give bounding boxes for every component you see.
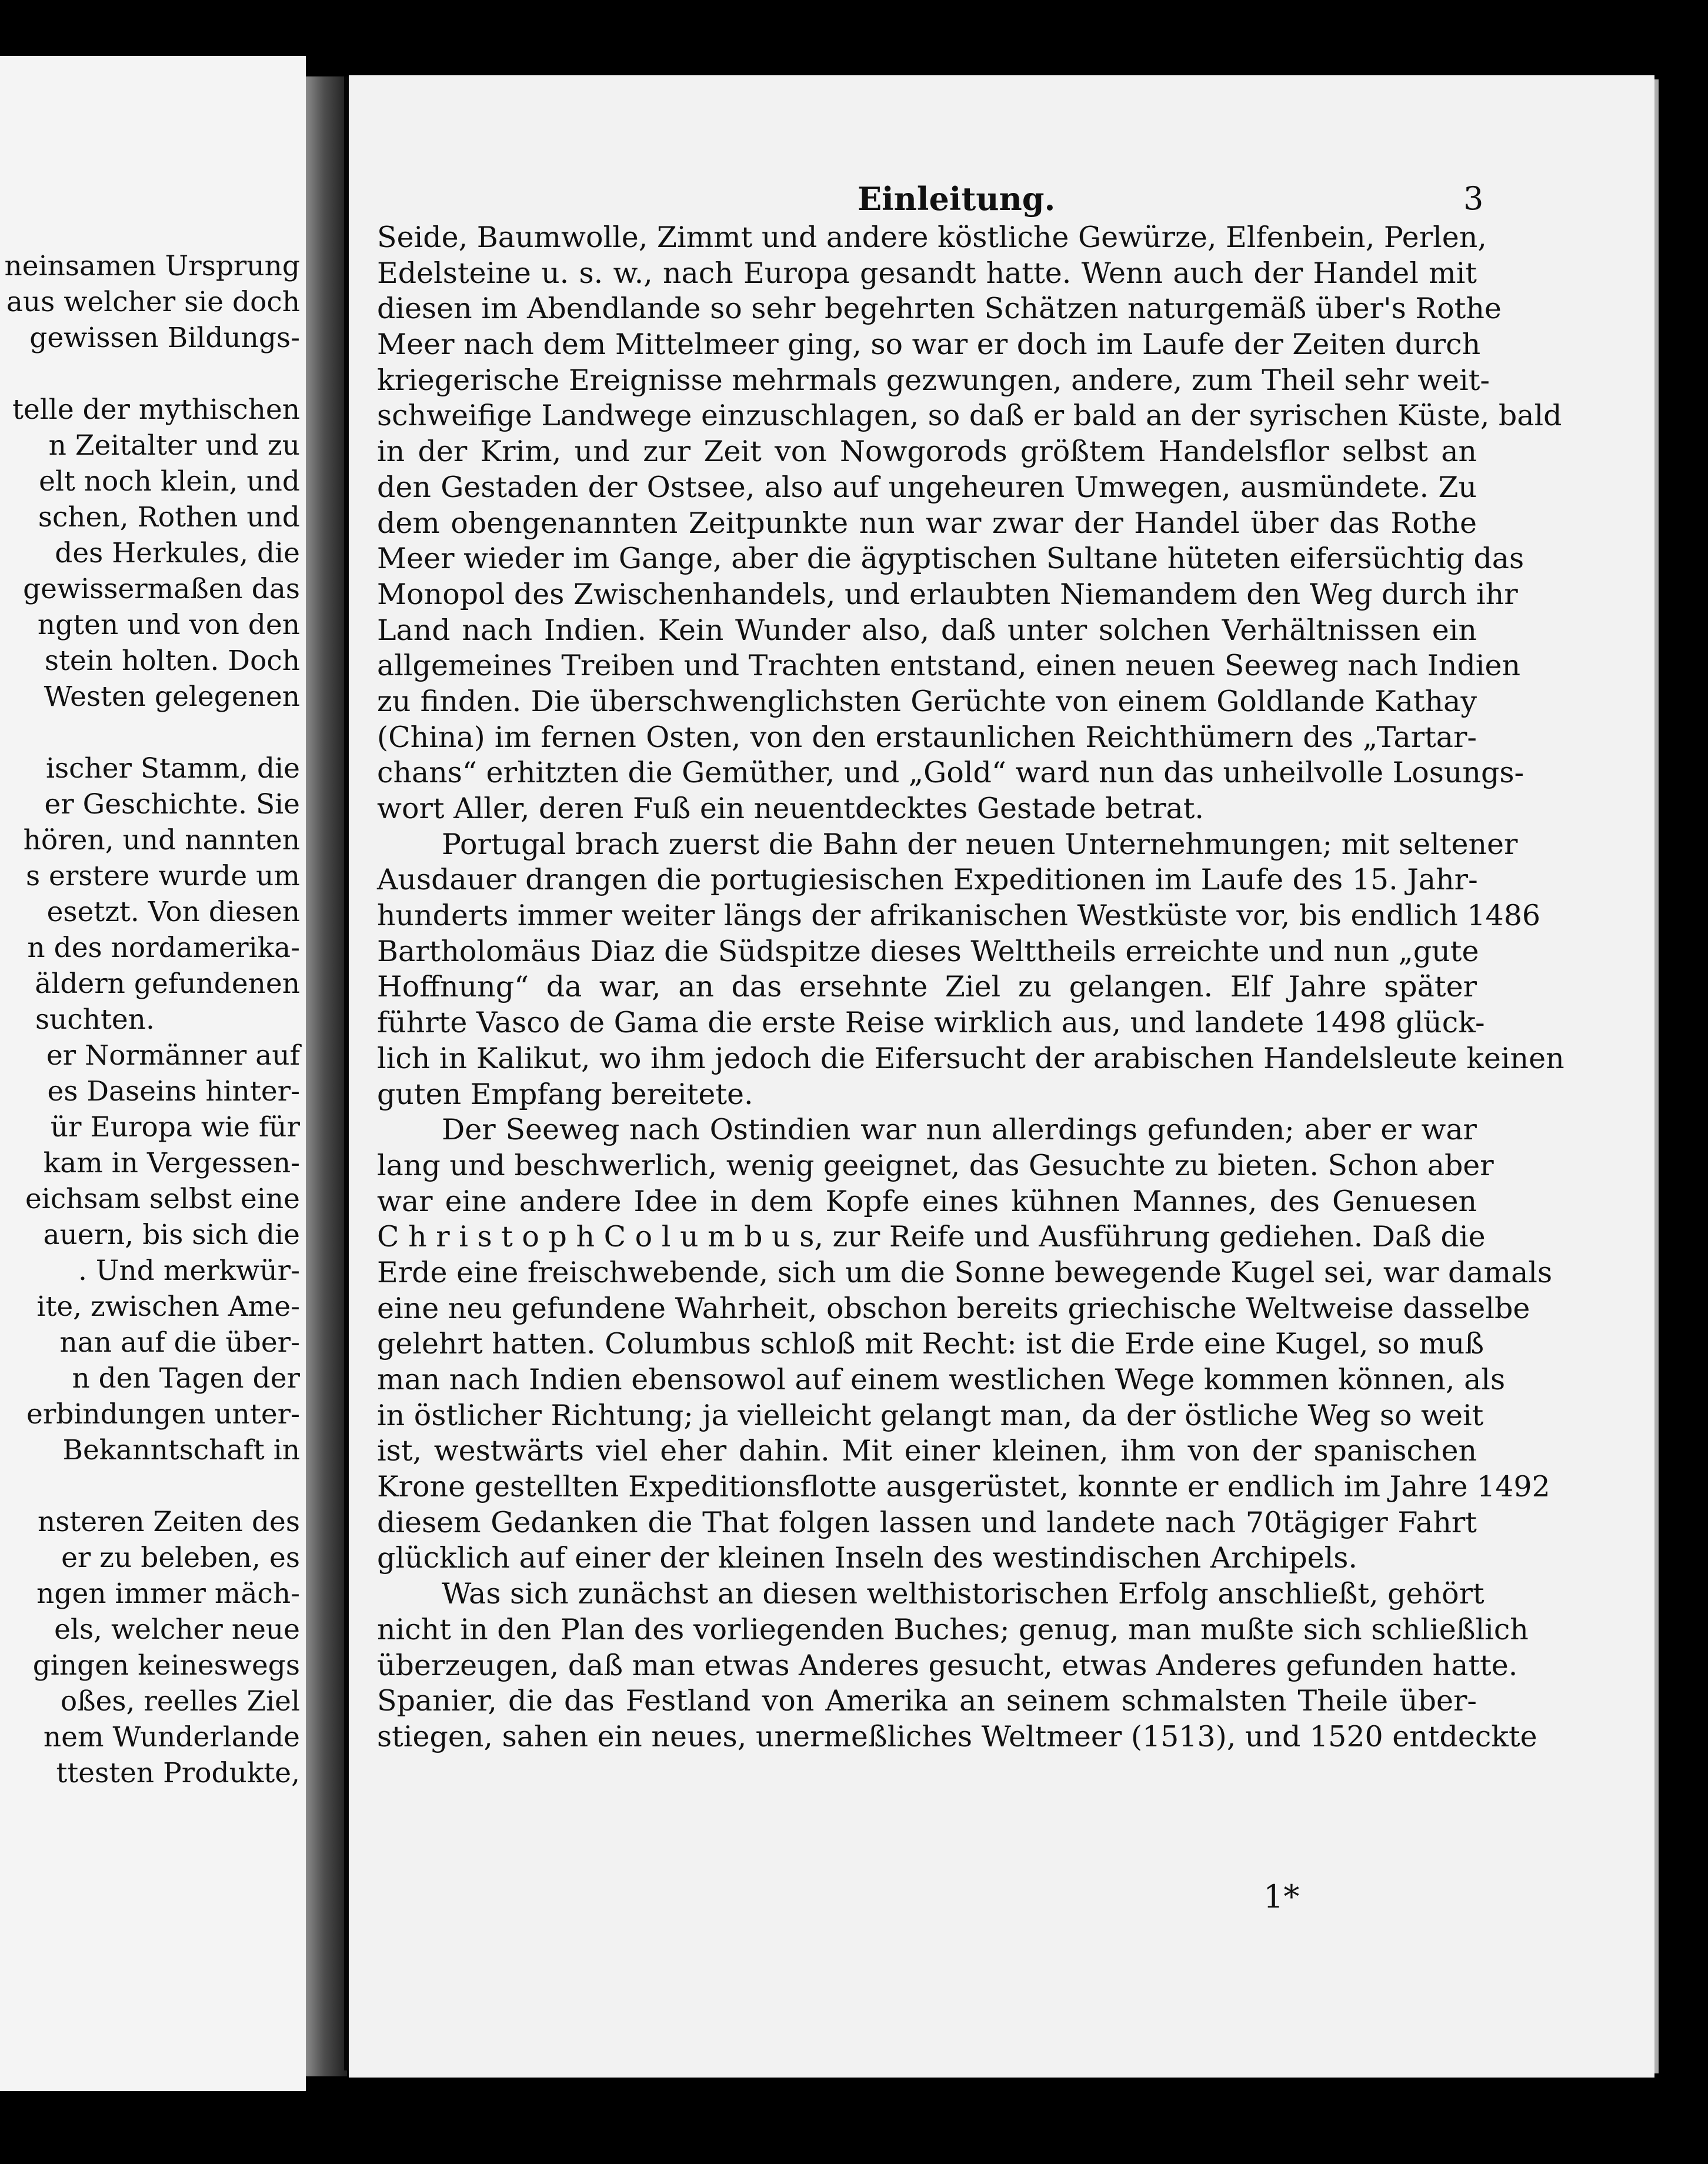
left-line: ite, zwischen Ame- [36,1291,300,1323]
left-line: oßes, reelles Ziel [60,1685,300,1718]
text-line: Meer wieder im Gange, aber die ägyptischen Sultane hüteten eifersüchtig das [377,542,1524,576]
text-line: hunderts immer weiter längs der afrikanischen Westküste vor, bis endlich 1486 [377,899,1541,933]
text-line: Edelsteine u. s. w., nach Europa gesandt hatte. Wenn auch der Handel mit [377,256,1477,290]
text-line: in der Krim, und zur Zeit von Nowgorods größtem Handelsflor selbst an [377,435,1477,469]
left-line: esetzt. Von diesen [46,896,300,928]
left-line: n des nordamerika- [27,932,300,964]
text-line: war eine andere Idee in dem Kopfe eines kühnen Mannes, des Genuesen [377,1184,1477,1218]
text-line: Was sich zunächst an diesen welthistorischen Erfolg anschließt, gehört [442,1577,1485,1611]
text-line: Portugal brach zuerst die Bahn der neuen Unternehmungen; mit seltener [442,827,1518,861]
left-line: suchten. [35,1003,155,1036]
text-line: (China) im fernen Osten, von den erstaunlichen Reichthümern des „Tartar- [377,720,1477,754]
text-line: stiegen, sahen ein neues, unermeßliches Weltmeer (1513), und 1520 entdeckte [377,1719,1537,1753]
left-line: telle der mythischen [12,394,300,426]
text-line: Seide, Baumwolle, Zimmt und andere köstliche Gewürze, Elfenbein, Perlen, [377,221,1487,254]
text-line: Hoffnung“ da war, an das ersehnte Ziel zu gelangen. Elf Jahre später [377,970,1477,1004]
text-line: Bartholomäus Diaz die Südspitze dieses Welttheils erreichte und nun „gute [377,934,1479,968]
text-line: Erde eine freischwebende, sich um die Sonne bewegende Kugel sei, war damals [377,1255,1553,1289]
left-line: ngen immer mäch- [36,1578,300,1610]
left-line: auern, bis sich die [43,1219,300,1251]
right-page [349,75,1654,2078]
left-line: gingen keineswegs [32,1649,300,1682]
left-page [0,56,306,2091]
left-line: gewissen Bildungs- [29,322,300,354]
text-line: Monopol des Zwischenhandels, und erlaubten Niemandem den Weg durch ihr [377,577,1518,611]
text-line: in östlicher Richtung; ja vielleicht gelangt man, da der östliche Weg so weit [377,1398,1484,1432]
left-line: Westen gelegenen [44,681,300,713]
left-line: s erstere wurde um [25,860,300,892]
text-line: lich in Kalikut, wo ihm jedoch die Eifersucht der arabischen Handelsleute keinen [377,1041,1564,1075]
left-line: er Normänner auf [46,1039,300,1072]
left-line: hören, und nannten [23,824,300,856]
left-line: schen, Rothen und [38,501,300,534]
text-line: diesem Gedanken die That folgen lassen und landete nach 70tägiger Fahrt [377,1505,1477,1539]
left-line: kam in Vergessen- [43,1147,300,1179]
left-line: es Daseins hinter- [47,1075,300,1108]
text-line: ist, westwärts viel eher dahin. Mit einer kleinen, ihm von der spanischen [377,1434,1477,1468]
text-line: C h r i s t o p h C o l u m b u s, zur Reife und Ausführung gediehen. Daß die [377,1220,1486,1254]
left-line: n Zeitalter und zu [48,429,300,462]
text-line: Der Seeweg nach Ostindien war nun allerdings gefunden; aber er war [442,1113,1477,1147]
text-line: nicht in den Plan des vorliegenden Buches; genug, man mußte sich schließlich [377,1612,1529,1646]
left-line: ischer Stamm, die [45,752,300,785]
left-line: nsteren Zeiten des [37,1506,300,1538]
left-line: gewissermaßen das [23,573,300,605]
text-line: Krone gestellten Expeditionsflotte ausgerüstet, konnte er endlich im Jahre 1492 [377,1470,1550,1504]
text-line: diesen im Abendlande so sehr begehrten Schätzen naturgemäß über's Rothe [377,292,1502,326]
left-line: . Und merkwür- [78,1255,300,1287]
body-text [377,220,1564,1755]
text-line: kriegerische Ereignisse mehrmals gezwungen, andere, zum Theil sehr weit- [377,363,1490,397]
left-line: elt noch klein, und [39,465,300,498]
left-line: els, welcher neue [54,1613,300,1646]
text-line: allgemeines Treiben und Trachten entstand, einen neuen Seeweg nach Indien [377,649,1521,683]
left-line: des Herkules, die [55,537,300,569]
page-number: 3 [1463,180,1484,217]
text-line: glücklich auf einer der kleinen Inseln des westindischen Archipels. [377,1541,1357,1575]
header-title: Einleitung. [858,180,1056,218]
left-line: neinsamen Ursprung [4,250,300,282]
left-line: stein holten. Doch [44,645,300,677]
gutter-shadow [344,76,349,2070]
left-line: äldern gefundenen [35,968,300,1000]
left-line: er zu beleben, es [61,1542,300,1574]
book-gutter [306,76,347,2076]
text-line: eine neu gefundene Wahrheit, obschon bereits griechische Weltweise dasselbe [377,1291,1530,1325]
text-line: dem obengenannten Zeitpunkte nun war zwar der Handel über das Rothe [377,506,1477,540]
left-line: Bekanntschaft in [62,1434,300,1466]
text-line: überzeugen, daß man etwas Anderes gesucht, etwas Anderes gefunden hatte. [377,1648,1518,1682]
signature-mark: 1* [1263,1878,1300,1915]
left-line: ttesten Produkte, [56,1757,300,1789]
left-line: eichsam selbst eine [25,1183,300,1215]
text-line: Ausdauer drangen die portugiesischen Expeditionen im Laufe des 15. Jahr- [377,863,1478,897]
text-line: gelehrt hatten. Columbus schloß mit Recht: ist die Erde eine Kugel, so muß [377,1327,1485,1361]
left-line: er Geschichte. Sie [44,788,300,821]
text-line: den Gestaden der Ostsee, also auf ungeheuren Umwegen, ausmündete. Zu [377,470,1477,504]
left-line: aus welcher sie doch [6,286,300,318]
text-line: führte Vasco de Gama die erste Reise wirklich aus, und landete 1498 glück- [377,1006,1485,1040]
left-line: ngten und von den [37,609,300,641]
left-line: nem Wunderlande [43,1721,300,1753]
text-line: man nach Indien ebensowol auf einem westlichen Wege kommen können, als [377,1363,1506,1396]
left-line: erbindungen unter- [26,1398,300,1431]
text-line: lang und beschwerlich, wenig geeignet, das Gesuchte zu bieten. Schon aber [377,1148,1494,1182]
text-line: guten Empfang bereitete. [377,1077,753,1111]
text-line: schweifige Landwege einzuschlagen, so daß er bald an der syrischen Küste, bald [377,399,1562,433]
text-line: Meer nach dem Mittelmeer ging, so war er doch im Laufe der Zeiten durch [377,328,1481,362]
text-line: chans“ erhitzten die Gemüther, und „Gold“ ward nun das unheilvolle Losungs- [377,756,1524,790]
text-line: Land nach Indien. Kein Wunder also, daß unter solchen Verhältnissen ein [377,613,1477,647]
text-line: Spanier, die das Festland von Amerika an seinem schmalsten Theile über- [377,1684,1477,1718]
text-line: wort Aller, deren Fuß ein neuentdecktes Gestade betrat. [377,792,1204,825]
left-line: nan auf die über- [59,1326,300,1359]
text-line: zu finden. Die überschwenglichsten Gerüchte von einem Goldlande Kathay [377,684,1477,718]
left-line: ür Europa wie für [50,1111,300,1143]
left-line: n den Tagen der [72,1362,300,1395]
